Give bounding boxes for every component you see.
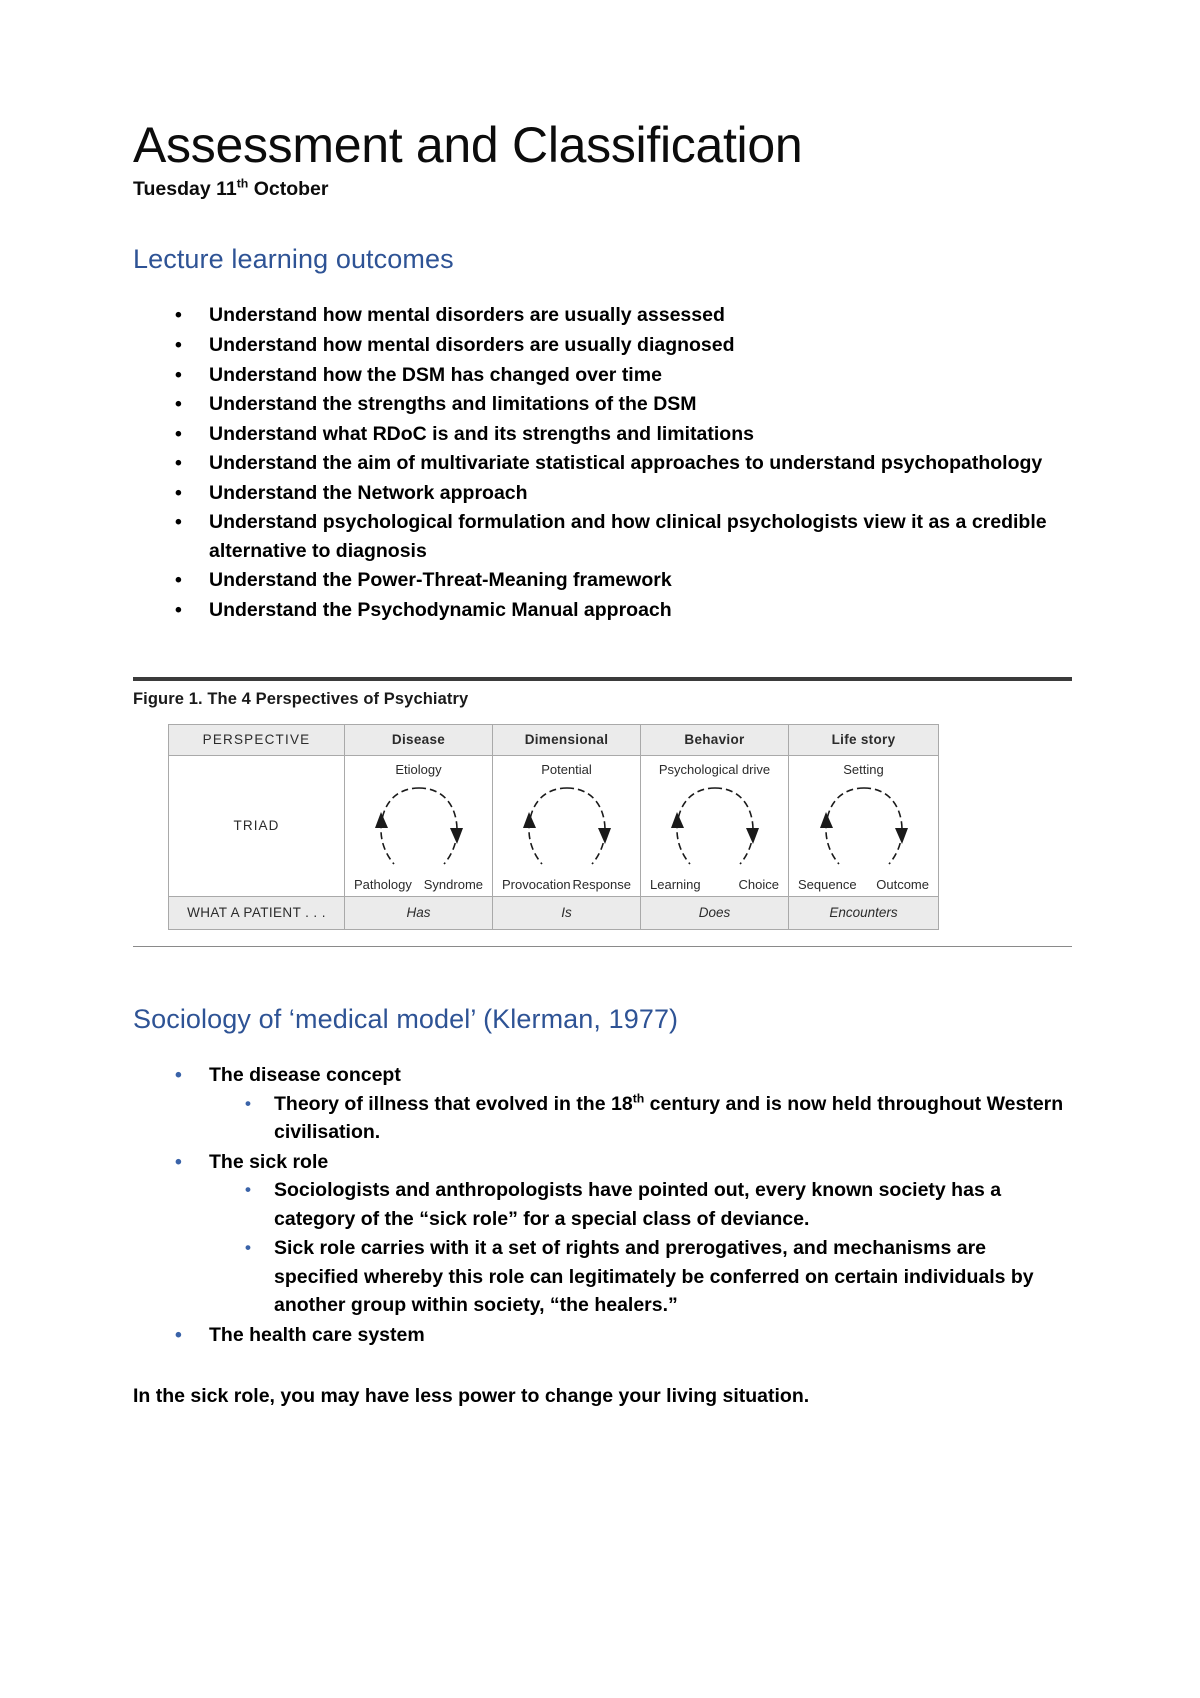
- figure-block: [133, 677, 1072, 947]
- sublist: [209, 1090, 1072, 1147]
- bullet-icon: •: [175, 422, 182, 445]
- list-item: [171, 331, 1072, 360]
- triad-cell-life-story: [789, 755, 939, 896]
- bullet-icon: •: [175, 599, 182, 622]
- triad-left-label: Sequence: [798, 876, 857, 892]
- document-date-suffix: October: [248, 178, 329, 200]
- triad-left-label: Learning: [650, 876, 701, 892]
- sublist-text-ordinal: th: [632, 1091, 645, 1106]
- triad-bottom-labels: [345, 877, 492, 892]
- triad-cell-dimensional: [493, 755, 641, 896]
- section-spacer: [133, 947, 1072, 1003]
- patient-value-disease: Has: [345, 896, 493, 929]
- list-item: [171, 390, 1072, 419]
- list-item-text: The health care system: [209, 1324, 425, 1347]
- triad-top-label: Etiology: [395, 761, 442, 777]
- patient-value-behavior: Does: [641, 896, 789, 929]
- perspectives-table: [168, 724, 939, 930]
- page-title: Assessment and Classification: [133, 117, 803, 173]
- list-item-text: The disease concept: [209, 1063, 401, 1086]
- bullet-icon: •: [175, 333, 182, 356]
- patient-value-life-story: Encounters: [789, 896, 939, 929]
- table-column-header-life-story: Life story: [789, 724, 939, 755]
- bullet-icon: •: [245, 1093, 251, 1113]
- sublist-item-text: [274, 1093, 1063, 1144]
- triad-top-label: Potential: [541, 761, 592, 777]
- figure-top-rule: [133, 677, 1072, 681]
- table-row-label-perspective: PERSPECTIVE: [169, 724, 345, 755]
- list-item: [171, 1321, 1072, 1350]
- sublist: [209, 1176, 1072, 1320]
- table-row-label-triad: TRIAD: [169, 755, 345, 896]
- triad-right-label: Choice: [738, 876, 779, 892]
- bullet-icon: •: [175, 452, 182, 475]
- sublist-item-text: Sociologists and anthropologists have pointed out, every known society has a category of the “sick role” for a special class of deviance.: [274, 1179, 1002, 1230]
- list-item: [171, 449, 1072, 478]
- sociology-list: [133, 1061, 1072, 1350]
- cycle-arrow-icon: [812, 782, 916, 878]
- bullet-icon: •: [175, 1324, 182, 1347]
- list-item: [241, 1176, 1072, 1233]
- bullet-icon: •: [175, 1063, 182, 1086]
- table-row-triad: [169, 755, 939, 896]
- list-item: [171, 508, 1072, 565]
- list-item: [171, 479, 1072, 508]
- cycle-arrow-icon: [367, 782, 471, 878]
- list-item: [171, 361, 1072, 390]
- list-item-text: Understand what RDoC is and its strengths and limitations: [209, 422, 754, 445]
- list-item: [171, 1148, 1072, 1320]
- document-date-prefix: Tuesday 11: [133, 178, 237, 200]
- list-item: [171, 301, 1072, 330]
- list-item-text: Understand the strengths and limitations of the DSM: [209, 393, 697, 416]
- list-item-text: The sick role: [209, 1150, 329, 1173]
- list-item-text: Understand the Network approach: [209, 481, 528, 504]
- triad-cell-disease: [345, 755, 493, 896]
- triad-top-label: Setting: [843, 761, 884, 777]
- cycle-arrow-icon: [515, 782, 619, 878]
- list-item: [171, 1061, 1072, 1147]
- sublist-text-post: century and is now held throughout Western civilisation.: [274, 1092, 1064, 1144]
- list-item: [171, 420, 1072, 449]
- bullet-icon: •: [175, 304, 182, 327]
- bullet-icon: •: [175, 511, 182, 534]
- list-item: [241, 1234, 1072, 1320]
- list-item-text: Understand how the DSM has changed over time: [209, 363, 662, 386]
- list-item: [171, 596, 1072, 625]
- triad-left-label: Provocation: [502, 876, 571, 892]
- bullet-icon: •: [175, 363, 182, 386]
- figure-caption: Figure 1. The 4 Perspectives of Psychiatry: [133, 689, 469, 708]
- section-heading-sociology: Sociology of ‘medical model’ (Klerman, 1977): [133, 1003, 679, 1034]
- list-item-text: Understand how mental disorders are usually assessed: [209, 304, 725, 327]
- bullet-icon: •: [175, 393, 182, 416]
- triad-bottom-labels: [493, 877, 640, 892]
- section-heading-learning-outcomes: Lecture learning outcomes: [133, 244, 454, 274]
- bullet-icon: •: [245, 1238, 251, 1258]
- learning-outcomes-list: [133, 301, 1072, 624]
- bullet-icon: •: [175, 481, 182, 504]
- list-item-text: Understand the Psychodynamic Manual approach: [209, 599, 672, 622]
- table-column-header-behavior: Behavior: [641, 724, 789, 755]
- triad-top-label: Psychological drive: [658, 761, 771, 777]
- bullet-icon: •: [245, 1180, 251, 1200]
- bullet-icon: •: [175, 569, 182, 592]
- triad-bottom-labels: [789, 877, 938, 892]
- triad-right-label: Syndrome: [423, 876, 483, 892]
- list-item-text: Understand how mental disorders are usually diagnosed: [209, 333, 735, 356]
- table-row-label-what-a-patient: WHAT A PATIENT . . .: [169, 896, 345, 929]
- list-item-text: Understand the aim of multivariate statistical approaches to understand psychopathology: [209, 452, 1043, 475]
- closing-paragraph: In the sick role, you may have less power to change your living situation.: [133, 1384, 810, 1407]
- table-column-header-disease: Disease: [345, 724, 493, 755]
- sublist-text-pre: Theory of illness that evolved in the 18: [274, 1092, 633, 1115]
- document-date-ordinal: th: [236, 176, 249, 191]
- cycle-arrow-icon: [663, 782, 767, 878]
- triad-right-label: Outcome: [876, 876, 929, 892]
- list-item: [241, 1090, 1072, 1147]
- table-column-header-dimensional: Dimensional: [493, 724, 641, 755]
- sublist-item-text: Sick role carries with it a set of rights and prerogatives, and mechanisms are specified whereby this role can legitimately be conferred on certain individuals by another group within society, “the healers.”: [274, 1237, 1034, 1317]
- list-item-text: Understand psychological formulation and how clinical psychologists view it as a credible alternative to diagnosis: [209, 511, 1047, 562]
- table-row-what-a-patient: [169, 896, 939, 929]
- triad-bottom-labels: [641, 877, 788, 892]
- patient-value-dimensional: Is: [493, 896, 641, 929]
- list-item-text: Understand the Power-Threat-Meaning framework: [209, 569, 672, 592]
- triad-right-label: Response: [572, 876, 631, 892]
- document-date: [133, 178, 1072, 201]
- table-header-row: [169, 724, 939, 755]
- triad-cell-behavior: [641, 755, 789, 896]
- triad-left-label: Pathology: [354, 876, 412, 892]
- bullet-icon: •: [175, 1150, 182, 1173]
- list-item: [171, 566, 1072, 595]
